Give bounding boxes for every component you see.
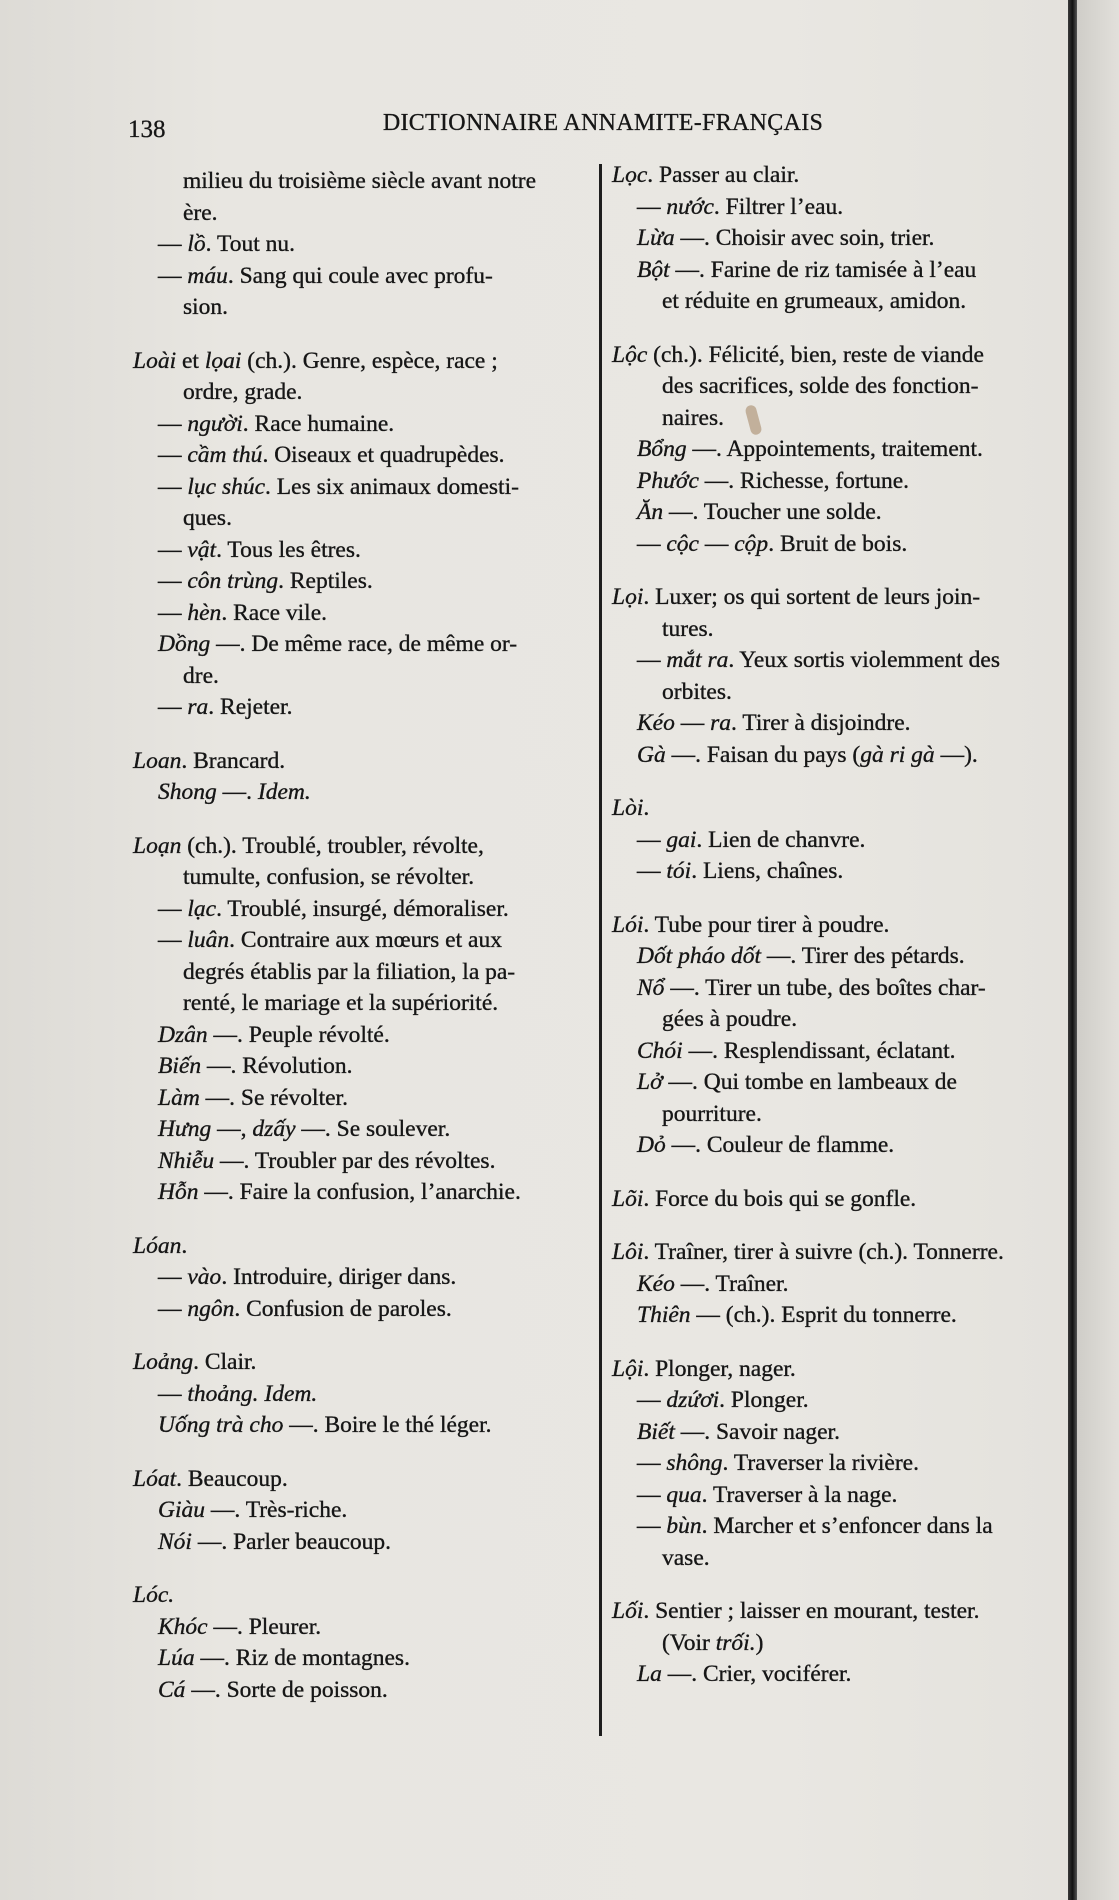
french-text: . Filtrer l’eau. bbox=[713, 193, 844, 220]
continuation-line bbox=[612, 286, 1067, 318]
annamite-term: hèn bbox=[187, 599, 222, 626]
french-text: —. Appointements, traitement. bbox=[686, 436, 983, 462]
annamite-term: máu bbox=[187, 262, 228, 289]
french-text: dre. bbox=[183, 662, 219, 689]
french-text: ère. bbox=[183, 199, 218, 226]
annamite-term: lồ bbox=[187, 231, 206, 257]
annamite-term: Bổng bbox=[637, 436, 687, 462]
subentry-line bbox=[133, 1410, 593, 1442]
continuation-line bbox=[133, 377, 593, 409]
french-text: renté, le mariage et la supériorité. bbox=[183, 990, 499, 1016]
annamite-term: Lõi bbox=[612, 1185, 644, 1212]
french-text: —. Riz de montagnes. bbox=[194, 1645, 410, 1671]
subentry-line bbox=[133, 1612, 593, 1644]
annamite-term: Lúa bbox=[158, 1645, 195, 1671]
subentry-line bbox=[612, 223, 1067, 255]
french-text: . Sang qui coule avec profu- bbox=[227, 262, 493, 289]
french-text: vase. bbox=[662, 1544, 710, 1571]
subentry-line bbox=[612, 1300, 1067, 1332]
subentry-line bbox=[612, 856, 1067, 888]
continuation-line bbox=[612, 1004, 1067, 1036]
french-text: —. Peuple révolté. bbox=[207, 1021, 390, 1048]
french-text: et bbox=[176, 347, 205, 374]
subentry-line bbox=[133, 629, 593, 661]
french-text: ordre, grade. bbox=[183, 379, 303, 405]
french-text: . Traîner, tirer à suivre (ch.). Tonnerre. bbox=[643, 1239, 1004, 1265]
french-text: . Tous les êtres. bbox=[216, 536, 361, 563]
annamite-term: Biết bbox=[637, 1418, 675, 1445]
subentry-line bbox=[133, 566, 593, 598]
continuation-line bbox=[612, 371, 1067, 403]
french-text: . Brancard. bbox=[181, 747, 286, 774]
entry-headline bbox=[133, 1231, 593, 1263]
continuation-line bbox=[133, 166, 593, 198]
annamite-term: ngôn bbox=[187, 1295, 235, 1322]
subentry-line bbox=[612, 1448, 1067, 1480]
french-text: . Bruit de bois. bbox=[768, 530, 908, 557]
adjacent-page-strip bbox=[1077, 0, 1119, 1900]
annamite-term: Lở bbox=[637, 1069, 663, 1095]
running-title: DICTIONNAIRE ANNAMITE-FRANÇAIS bbox=[382, 110, 824, 136]
annamite-term: gai bbox=[666, 826, 697, 853]
french-text: . Lien de chanvre. bbox=[696, 826, 866, 853]
subentry-line bbox=[612, 434, 1067, 466]
subentry-line bbox=[133, 1675, 593, 1707]
french-text: — bbox=[158, 1295, 188, 1322]
annamite-term: Kéo bbox=[637, 710, 675, 736]
subentry-line bbox=[612, 1067, 1067, 1099]
entry-headline bbox=[612, 582, 1067, 614]
french-text: pourriture. bbox=[662, 1100, 762, 1127]
subentry-line bbox=[133, 777, 593, 809]
french-text: —. Farine de riz tamisée à l’eau bbox=[669, 256, 977, 283]
subentry-line bbox=[612, 192, 1067, 224]
subentry-line bbox=[612, 740, 1067, 772]
subentry-line bbox=[612, 497, 1067, 529]
french-text: — bbox=[699, 530, 735, 557]
french-text: . Traverser la rivière. bbox=[722, 1450, 919, 1476]
annamite-term: Nổ bbox=[637, 974, 665, 1001]
french-text: —). bbox=[934, 741, 978, 768]
annamite-term: Dỏ bbox=[637, 1132, 666, 1158]
annamite-term: Giàu bbox=[158, 1497, 205, 1523]
annamite-term: Dốt pháo dốt bbox=[637, 943, 762, 969]
french-text: ) bbox=[755, 1629, 764, 1656]
annamite-term: Loảng bbox=[133, 1349, 194, 1375]
french-text: . Passer au clair. bbox=[647, 162, 800, 188]
french-text: —. Très-riche. bbox=[205, 1497, 348, 1523]
continuation-line bbox=[612, 1099, 1067, 1131]
french-text: —. Boire le thé léger. bbox=[283, 1412, 492, 1438]
french-text: degrés établis par la filiation, la pa- bbox=[183, 958, 516, 985]
subentry-line bbox=[612, 1130, 1067, 1162]
subentry-line bbox=[133, 598, 593, 630]
subentry-line bbox=[133, 1379, 593, 1411]
french-text: —. Traîner. bbox=[674, 1270, 789, 1297]
annamite-term: Lóc. bbox=[133, 1582, 175, 1608]
annamite-term: lạc bbox=[187, 895, 217, 922]
subentry-line bbox=[612, 1036, 1067, 1068]
annamite-term: Loạn bbox=[133, 832, 182, 859]
annamite-term: Biến bbox=[158, 1053, 202, 1079]
subentry-line bbox=[612, 1269, 1067, 1301]
french-text: — bbox=[158, 262, 188, 289]
french-text: —. Toucher une solde. bbox=[663, 499, 882, 525]
annamite-term: luân bbox=[187, 927, 230, 953]
subentry-line bbox=[133, 261, 593, 293]
subentry-line bbox=[133, 692, 593, 724]
annamite-term: Hưng bbox=[158, 1116, 212, 1142]
french-text: — bbox=[158, 694, 188, 720]
french-text: — bbox=[637, 530, 667, 557]
continuation-line bbox=[612, 677, 1067, 709]
subentry-line bbox=[133, 409, 593, 441]
french-text: . Liens, chaînes. bbox=[691, 858, 844, 884]
french-text: — bbox=[637, 647, 667, 673]
annamite-term: Lôi bbox=[612, 1239, 644, 1265]
french-text: sion. bbox=[183, 294, 229, 320]
french-text: . Confusion de paroles. bbox=[234, 1295, 452, 1322]
french-text: — bbox=[637, 1481, 667, 1508]
annamite-term: Lói bbox=[612, 911, 644, 938]
french-text: . Marcher et s’enfoncer dans la bbox=[701, 1513, 993, 1539]
french-text: —. Faisan du pays ( bbox=[665, 741, 861, 768]
annamite-term: Lọc bbox=[612, 162, 648, 188]
french-text: milieu du troisième siècle avant notre bbox=[183, 168, 537, 194]
continuation-line bbox=[133, 957, 593, 989]
entry-headline bbox=[612, 340, 1067, 372]
column-divider bbox=[599, 164, 602, 1736]
french-text: . Beaucoup. bbox=[176, 1465, 288, 1492]
annamite-term: gà ri gà bbox=[860, 741, 935, 768]
annamite-term: cầm thú bbox=[187, 442, 263, 468]
french-text: (ch.). Genre, espèce, race ; bbox=[241, 347, 498, 374]
french-text: — (ch.). Esprit du tonnerre. bbox=[690, 1302, 957, 1328]
french-text: —. Se révolter. bbox=[199, 1084, 348, 1111]
subentry-line bbox=[612, 973, 1067, 1005]
subentry-line bbox=[133, 1020, 593, 1052]
entry-headline bbox=[133, 1347, 593, 1379]
french-text: —. Couleur de flamme. bbox=[665, 1132, 895, 1158]
annamite-term: Lộc bbox=[612, 341, 648, 368]
french-text: — bbox=[158, 1264, 188, 1290]
annamite-term: Ăn bbox=[637, 499, 664, 525]
entry-headline bbox=[612, 910, 1067, 942]
subentry-line bbox=[133, 440, 593, 472]
french-text: et réduite en grumeaux, amidon. bbox=[662, 288, 967, 314]
annamite-term: Lóan bbox=[133, 1232, 182, 1259]
french-text: — bbox=[637, 826, 667, 853]
annamite-term: côn trùng bbox=[187, 568, 279, 594]
subentry-line bbox=[612, 1417, 1067, 1449]
french-text: . Troublé, insurgé, démoraliser. bbox=[216, 895, 509, 922]
page-edge bbox=[1068, 0, 1077, 1900]
french-text: . Oiseaux et quadrupèdes. bbox=[262, 442, 505, 468]
annamite-term: Dồng bbox=[158, 631, 211, 657]
french-text: — bbox=[158, 231, 188, 257]
annamite-term: Lóat bbox=[133, 1465, 177, 1492]
continuation-line bbox=[133, 988, 593, 1020]
subentry-line bbox=[133, 1146, 593, 1178]
continuation-line bbox=[133, 198, 593, 230]
annamite-term: Bột bbox=[637, 256, 670, 283]
french-text: (Voir bbox=[662, 1629, 716, 1656]
annamite-term: La bbox=[637, 1661, 662, 1687]
french-text: tumulte, confusion, se révolter. bbox=[183, 864, 475, 890]
entry-headline bbox=[612, 1596, 1067, 1628]
subentry-line bbox=[133, 1495, 593, 1527]
annamite-term: Làm bbox=[158, 1084, 200, 1111]
french-text: —. Révolution. bbox=[201, 1053, 353, 1079]
annamite-term: vào bbox=[187, 1264, 222, 1290]
french-text: —. Faire la confusion, l’anarchie. bbox=[198, 1179, 521, 1205]
annamite-term: dzấy bbox=[252, 1116, 296, 1142]
french-text: — bbox=[158, 410, 188, 437]
french-text: —. Tirer des pétards. bbox=[761, 943, 965, 969]
continuation-line bbox=[612, 403, 1067, 435]
french-text: —. Crier, vociférer. bbox=[661, 1661, 852, 1687]
subentry-line bbox=[133, 535, 593, 567]
french-text: — bbox=[158, 536, 188, 563]
subentry-line bbox=[133, 1083, 593, 1115]
french-text: (ch.). Troublé, troubler, révolte, bbox=[181, 832, 484, 859]
french-text: naires. bbox=[662, 404, 724, 431]
annamite-term: cộp bbox=[734, 530, 769, 557]
french-text: . Plonger. bbox=[719, 1387, 809, 1413]
continuation-line bbox=[133, 661, 593, 693]
continuation-line bbox=[612, 1543, 1067, 1575]
continuation-line bbox=[612, 1628, 1067, 1660]
french-text: —. De même race, de même or- bbox=[210, 631, 518, 657]
subentry-line bbox=[133, 1527, 593, 1559]
subentry-line bbox=[133, 1294, 593, 1326]
subentry-line bbox=[133, 925, 593, 957]
annamite-term: Lừa bbox=[637, 225, 675, 251]
subentry-line bbox=[612, 941, 1067, 973]
annamite-term: Phước bbox=[637, 467, 699, 494]
right-column bbox=[612, 160, 1067, 1691]
french-text: . bbox=[181, 1232, 188, 1259]
french-text: —. Choisir avec soin, trier. bbox=[674, 225, 935, 251]
annamite-term: Nhiễu bbox=[158, 1147, 215, 1174]
subentry-line bbox=[612, 645, 1067, 677]
page-number: 138 bbox=[128, 116, 166, 143]
subentry-line bbox=[612, 466, 1067, 498]
entry-headline bbox=[612, 1184, 1067, 1216]
entry-headline bbox=[133, 1464, 593, 1496]
entry-headline bbox=[612, 1237, 1067, 1269]
annamite-term: lọai bbox=[204, 347, 242, 374]
annamite-term: tói bbox=[666, 858, 692, 884]
entry-headline bbox=[133, 746, 593, 778]
annamite-term: Idem. bbox=[257, 779, 311, 805]
annamite-term: Nói bbox=[158, 1528, 192, 1555]
french-text: —. bbox=[216, 779, 258, 805]
french-text: — bbox=[158, 895, 188, 922]
annamite-term: Lòi bbox=[612, 795, 644, 821]
french-text: —. Resplendissant, éclatant. bbox=[682, 1037, 956, 1064]
annamite-term: Lối bbox=[612, 1598, 644, 1624]
french-text: — bbox=[674, 710, 711, 736]
french-text: — bbox=[637, 1450, 667, 1476]
annamite-term: Shong bbox=[158, 779, 217, 805]
annamite-term: bùn bbox=[666, 1513, 702, 1539]
french-text: . Plonger, nager. bbox=[643, 1355, 796, 1382]
french-text: . Luxer; os qui sortent de leurs join- bbox=[643, 584, 981, 610]
french-text: —. Se soulever. bbox=[295, 1116, 451, 1142]
french-text: —. Qui tombe en lambeaux de bbox=[662, 1069, 957, 1095]
subentry-line bbox=[612, 1385, 1067, 1417]
french-text: —, bbox=[211, 1116, 253, 1142]
french-text: . Les six animaux domesti- bbox=[265, 473, 519, 500]
subentry-line bbox=[133, 472, 593, 504]
subentry-line bbox=[612, 708, 1067, 740]
entry-headline bbox=[612, 793, 1067, 825]
continuation-line bbox=[612, 614, 1067, 646]
french-text: —. Richesse, fortune. bbox=[698, 467, 910, 494]
subentry-line bbox=[612, 1511, 1067, 1543]
subentry-line bbox=[612, 825, 1067, 857]
continuation-line bbox=[133, 862, 593, 894]
annamite-term: Lọi bbox=[612, 584, 644, 610]
annamite-term: Dzân bbox=[158, 1021, 208, 1048]
annamite-term: Uống trà cho bbox=[158, 1412, 284, 1438]
subentry-line bbox=[612, 529, 1067, 561]
french-text: . Reptiles. bbox=[278, 568, 373, 594]
french-text: . Yeux sortis violemment des bbox=[728, 647, 1000, 673]
annamite-term: Gà bbox=[637, 741, 666, 768]
annamite-term: thoảng. Idem. bbox=[187, 1380, 318, 1407]
french-text: —. Pleurer. bbox=[207, 1613, 322, 1640]
french-text: . Rejeter. bbox=[208, 694, 293, 720]
subentry-line bbox=[133, 1051, 593, 1083]
annamite-term: nước bbox=[666, 193, 714, 220]
french-text: — bbox=[158, 599, 188, 626]
french-text: — bbox=[158, 473, 188, 500]
annamite-term: Cá bbox=[158, 1676, 186, 1703]
french-text: . Clair. bbox=[193, 1349, 257, 1375]
continuation-line bbox=[133, 292, 593, 324]
subentry-line bbox=[133, 1643, 593, 1675]
french-text: (ch.). Félicité, bien, reste de viande bbox=[647, 341, 984, 368]
annamite-term: Chói bbox=[637, 1037, 683, 1064]
annamite-term: Lội bbox=[612, 1355, 644, 1382]
annamite-term: mắt ra bbox=[666, 647, 729, 673]
entry-headline bbox=[133, 346, 593, 378]
french-text: . Force du bois qui se gonfle. bbox=[643, 1185, 917, 1212]
french-text: —. Tirer un tube, des boîtes char- bbox=[664, 974, 986, 1001]
annamite-term: Loài bbox=[133, 347, 177, 374]
annamite-term: ra bbox=[187, 694, 209, 720]
annamite-term: qua bbox=[666, 1481, 702, 1508]
annamite-term: dzứơi bbox=[666, 1387, 720, 1413]
french-text: des sacrifices, solde des fonction- bbox=[662, 373, 979, 399]
subentry-line bbox=[133, 894, 593, 926]
french-text: orbites. bbox=[662, 678, 732, 705]
french-text: —. Troubler par des révoltes. bbox=[214, 1147, 496, 1174]
french-text: . Tout nu. bbox=[205, 231, 295, 257]
annamite-term: cộc bbox=[666, 530, 699, 557]
annamite-term: Thiên bbox=[637, 1302, 691, 1328]
subentry-line bbox=[133, 229, 593, 261]
subentry-line bbox=[133, 1262, 593, 1294]
subentry-line bbox=[612, 255, 1067, 287]
french-text: —. Parler beaucoup. bbox=[191, 1528, 391, 1555]
annamite-term: Khóc bbox=[158, 1613, 208, 1640]
french-text: . Traverser à la nage. bbox=[701, 1481, 898, 1508]
french-text: — bbox=[158, 568, 188, 594]
entry-headline bbox=[612, 160, 1067, 192]
french-text: — bbox=[637, 1387, 667, 1413]
french-text: . Contraire aux mœurs et aux bbox=[229, 927, 502, 953]
annamite-term: shông bbox=[666, 1450, 723, 1476]
entry-headline bbox=[133, 831, 593, 863]
annamite-term: ra bbox=[710, 710, 732, 736]
french-text: —. Savoir nager. bbox=[674, 1418, 840, 1445]
french-text: —. Sorte de poisson. bbox=[185, 1676, 388, 1703]
french-text: — bbox=[637, 193, 667, 220]
french-text: . Introduire, diriger dans. bbox=[221, 1264, 457, 1290]
entry-headline bbox=[133, 1580, 593, 1612]
french-text: . Race vile. bbox=[221, 599, 328, 626]
left-column bbox=[133, 166, 593, 1706]
subentry-line bbox=[612, 1480, 1067, 1512]
french-text: — bbox=[158, 927, 188, 953]
french-text: — bbox=[158, 442, 188, 468]
annamite-term: trối. bbox=[715, 1629, 756, 1656]
french-text: gées à poudre. bbox=[662, 1006, 798, 1032]
french-text: — bbox=[158, 1380, 188, 1407]
french-text: — bbox=[637, 1513, 667, 1539]
french-text: . Sentier ; laisser en mourant, tester. bbox=[643, 1598, 980, 1624]
annamite-term: Loan bbox=[133, 747, 182, 774]
entry-headline bbox=[612, 1354, 1067, 1386]
annamite-term: vật bbox=[187, 536, 217, 563]
french-text: . bbox=[643, 795, 650, 821]
french-text: . Race humaine. bbox=[242, 410, 395, 437]
french-text: ques. bbox=[183, 505, 232, 531]
annamite-term: Kéo bbox=[637, 1270, 675, 1297]
french-text: tures. bbox=[662, 615, 714, 642]
continuation-line bbox=[133, 503, 593, 535]
french-text: . Tube pour tirer à poudre. bbox=[643, 911, 890, 938]
french-text: — bbox=[637, 858, 667, 884]
french-text: . Tirer à disjoindre. bbox=[731, 710, 911, 736]
annamite-term: lục shúc bbox=[187, 473, 266, 500]
annamite-term: người bbox=[187, 410, 243, 437]
annamite-term: Hỗn bbox=[158, 1179, 199, 1205]
subentry-line bbox=[133, 1177, 593, 1209]
subentry-line bbox=[133, 1114, 593, 1146]
subentry-line bbox=[612, 1659, 1067, 1691]
